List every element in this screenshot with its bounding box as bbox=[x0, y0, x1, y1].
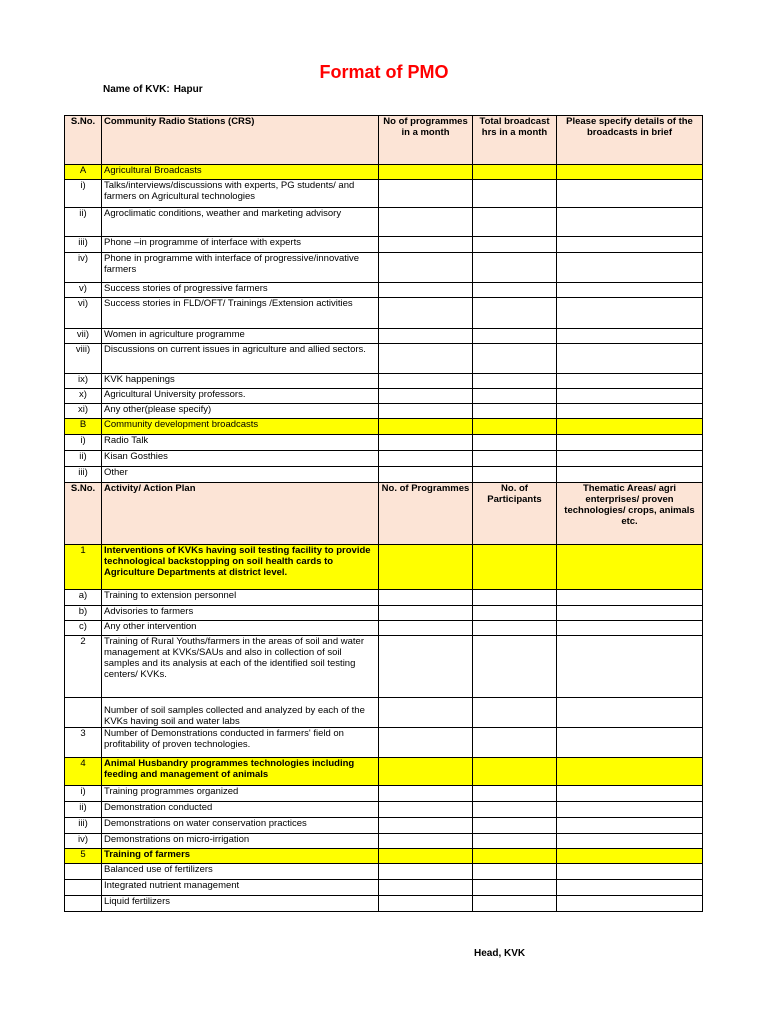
cell[interactable] bbox=[557, 880, 703, 896]
cell[interactable] bbox=[473, 636, 557, 698]
row-sno: iii) bbox=[65, 467, 102, 483]
group-1-label: Interventions of KVKs having soil testing facility to provide technological backstopping on soil health cards to Agriculture Departments at district level. bbox=[102, 545, 379, 590]
cell[interactable] bbox=[379, 298, 473, 329]
row-sno: 2 bbox=[65, 636, 102, 698]
row-text: Kisan Gosthies bbox=[102, 451, 379, 467]
cell[interactable] bbox=[379, 802, 473, 818]
cell[interactable] bbox=[557, 329, 703, 344]
table-row bbox=[65, 435, 703, 451]
row-text: Success stories in FLD/OFT/ Trainings /Extension activities bbox=[102, 298, 379, 329]
cell[interactable] bbox=[557, 896, 703, 912]
group-row-5 bbox=[65, 849, 703, 864]
cell[interactable] bbox=[557, 283, 703, 298]
cell[interactable] bbox=[557, 165, 703, 180]
row-sno: viii) bbox=[65, 344, 102, 374]
kvk-label: Name of KVK: bbox=[103, 84, 170, 95]
cell[interactable] bbox=[473, 802, 557, 818]
header-broadcast-hours: Total broadcast hrs in a month bbox=[473, 116, 557, 165]
table-row bbox=[65, 467, 703, 483]
cell[interactable] bbox=[473, 545, 557, 590]
row-sno: c) bbox=[65, 621, 102, 636]
header-sno: S.No. bbox=[65, 483, 102, 545]
cell[interactable] bbox=[473, 435, 557, 451]
table-row bbox=[65, 802, 703, 818]
group-a-sno: A bbox=[65, 165, 102, 180]
row-text: Agricultural University professors. bbox=[102, 389, 379, 404]
header-activity: Activity/ Action Plan bbox=[102, 483, 379, 545]
row-sno: iii) bbox=[65, 237, 102, 253]
cell[interactable] bbox=[557, 818, 703, 834]
row-sno: vii) bbox=[65, 329, 102, 344]
header-no-participants: No. of Participants bbox=[473, 483, 557, 545]
table-row bbox=[65, 208, 703, 237]
row-text: Any other(please specify) bbox=[102, 404, 379, 419]
cell[interactable] bbox=[379, 344, 473, 374]
cell[interactable] bbox=[557, 728, 703, 758]
table-row bbox=[65, 834, 703, 849]
table-row bbox=[65, 864, 703, 880]
row-text: Training to extension personnel bbox=[102, 590, 379, 606]
cell[interactable] bbox=[379, 165, 473, 180]
table-row bbox=[65, 636, 703, 698]
row-sno: xi) bbox=[65, 404, 102, 419]
cell[interactable] bbox=[379, 283, 473, 298]
cell[interactable] bbox=[379, 180, 473, 208]
table-row bbox=[65, 451, 703, 467]
cell[interactable] bbox=[473, 344, 557, 374]
cell[interactable] bbox=[379, 834, 473, 849]
cell[interactable] bbox=[557, 802, 703, 818]
cell[interactable] bbox=[379, 389, 473, 404]
row-text: Other bbox=[102, 467, 379, 483]
cell[interactable] bbox=[557, 344, 703, 374]
cell[interactable] bbox=[473, 283, 557, 298]
signature-head-kvk: Head, KVK bbox=[474, 948, 526, 959]
cell[interactable] bbox=[379, 329, 473, 344]
table-row bbox=[65, 606, 703, 621]
header-programmes-month: No of programmes in a month bbox=[379, 116, 473, 165]
cell[interactable] bbox=[557, 545, 703, 590]
row-sno: ii) bbox=[65, 451, 102, 467]
row-text: Training programmes organized bbox=[102, 786, 379, 802]
header-thematic-areas: Thematic Areas/ agri enterprises/ proven technologies/ crops, animals etc. bbox=[557, 483, 703, 545]
group-row-a bbox=[65, 165, 703, 180]
document-title: Format of PMO bbox=[319, 62, 449, 82]
row-text: Demonstrations on water conservation practices bbox=[102, 818, 379, 834]
cell[interactable] bbox=[557, 636, 703, 698]
group-b-label: Community development broadcasts bbox=[102, 419, 379, 435]
cell[interactable] bbox=[379, 864, 473, 880]
group-1-sno: 1 bbox=[65, 545, 102, 590]
cell[interactable] bbox=[379, 253, 473, 283]
group-5-label: Training of farmers bbox=[102, 849, 379, 864]
header-broadcast-details: Please specify details of the broadcasts in brief bbox=[557, 116, 703, 165]
row-text: Training of Rural Youths/farmers in the areas of soil and water management at KVKs/SAUs and also in collection of soil samples and its analysis at each of the identified soil testing centers/ KVKs. bbox=[102, 636, 379, 698]
cell[interactable] bbox=[557, 834, 703, 849]
row-sno: i) bbox=[65, 180, 102, 208]
cell[interactable] bbox=[379, 728, 473, 758]
cell[interactable] bbox=[379, 208, 473, 237]
cell[interactable] bbox=[473, 165, 557, 180]
cell[interactable] bbox=[557, 786, 703, 802]
table-row bbox=[65, 237, 703, 253]
row-sno: ix) bbox=[65, 374, 102, 389]
cell[interactable] bbox=[557, 849, 703, 864]
cell[interactable] bbox=[473, 329, 557, 344]
row-text: Demonstrations on micro-irrigation bbox=[102, 834, 379, 849]
cell[interactable] bbox=[557, 298, 703, 329]
header-sno: S.No. bbox=[65, 116, 102, 165]
cell[interactable] bbox=[557, 180, 703, 208]
table-row bbox=[65, 374, 703, 389]
cell[interactable] bbox=[473, 606, 557, 621]
cell[interactable] bbox=[557, 864, 703, 880]
row-sno: ii) bbox=[65, 208, 102, 237]
cell[interactable] bbox=[473, 298, 557, 329]
kvk-name-line bbox=[103, 84, 203, 95]
row-sno: iii) bbox=[65, 818, 102, 834]
cell[interactable] bbox=[379, 786, 473, 802]
cell[interactable] bbox=[557, 435, 703, 451]
row-text: Women in agriculture programme bbox=[102, 329, 379, 344]
row-text: Advisories to farmers bbox=[102, 606, 379, 621]
row-sno: a) bbox=[65, 590, 102, 606]
cell[interactable] bbox=[473, 590, 557, 606]
cell[interactable] bbox=[473, 818, 557, 834]
cell[interactable] bbox=[557, 621, 703, 636]
cell[interactable] bbox=[379, 590, 473, 606]
row-text: Discussions on current issues in agriculture and allied sectors. bbox=[102, 344, 379, 374]
cell[interactable] bbox=[379, 467, 473, 483]
row-text: Number of soil samples collected and analyzed by each of the KVKs having soil and water labs bbox=[102, 698, 379, 728]
row-sno: vi) bbox=[65, 298, 102, 329]
group-5-sno: 5 bbox=[65, 849, 102, 864]
cell[interactable] bbox=[379, 758, 473, 786]
cell[interactable] bbox=[379, 636, 473, 698]
cell[interactable] bbox=[473, 208, 557, 237]
cell[interactable] bbox=[473, 849, 557, 864]
cell[interactable] bbox=[557, 698, 703, 728]
row-text: Liquid fertilizers bbox=[102, 896, 379, 912]
table-row bbox=[65, 896, 703, 912]
row-text: Agroclimatic conditions, weather and marketing advisory bbox=[102, 208, 379, 237]
table-row bbox=[65, 786, 703, 802]
row-sno: i) bbox=[65, 786, 102, 802]
table-row bbox=[65, 253, 703, 283]
cell[interactable] bbox=[557, 451, 703, 467]
group-row-b bbox=[65, 419, 703, 435]
row-sno: b) bbox=[65, 606, 102, 621]
cell[interactable] bbox=[557, 374, 703, 389]
table-row bbox=[65, 698, 703, 728]
row-text: Success stories of progressive farmers bbox=[102, 283, 379, 298]
cell[interactable] bbox=[557, 467, 703, 483]
row-sno: v) bbox=[65, 283, 102, 298]
row-text: Phone –in programme of interface with experts bbox=[102, 237, 379, 253]
cell[interactable] bbox=[473, 374, 557, 389]
cell[interactable] bbox=[473, 758, 557, 786]
header-crs: Community Radio Stations (CRS) bbox=[102, 116, 379, 165]
cell[interactable] bbox=[379, 818, 473, 834]
cell[interactable] bbox=[379, 451, 473, 467]
table-row bbox=[65, 880, 703, 896]
cell[interactable] bbox=[379, 419, 473, 435]
cell[interactable] bbox=[473, 728, 557, 758]
cell[interactable] bbox=[473, 389, 557, 404]
cell[interactable] bbox=[379, 849, 473, 864]
row-sno: iv) bbox=[65, 834, 102, 849]
activity-header-row bbox=[65, 483, 703, 545]
cell[interactable] bbox=[379, 374, 473, 389]
row-sno: i) bbox=[65, 435, 102, 451]
table-row bbox=[65, 590, 703, 606]
row-sno: ii) bbox=[65, 802, 102, 818]
row-sno bbox=[65, 864, 102, 880]
cell[interactable] bbox=[557, 208, 703, 237]
pmo-table bbox=[64, 115, 703, 912]
table-row bbox=[65, 298, 703, 329]
cell[interactable] bbox=[379, 435, 473, 451]
cell[interactable] bbox=[379, 621, 473, 636]
row-text: Integrated nutrient management bbox=[102, 880, 379, 896]
row-sno bbox=[65, 880, 102, 896]
group-row-4 bbox=[65, 758, 703, 786]
cell[interactable] bbox=[557, 237, 703, 253]
table-row bbox=[65, 728, 703, 758]
cell[interactable] bbox=[473, 180, 557, 208]
cell[interactable] bbox=[473, 237, 557, 253]
cell[interactable] bbox=[473, 834, 557, 849]
cell[interactable] bbox=[473, 698, 557, 728]
cell[interactable] bbox=[379, 404, 473, 419]
row-text: Radio Talk bbox=[102, 435, 379, 451]
crs-header-row bbox=[65, 116, 703, 165]
row-text: Balanced use of fertilizers bbox=[102, 864, 379, 880]
cell[interactable] bbox=[557, 758, 703, 786]
row-text: Demonstration conducted bbox=[102, 802, 379, 818]
cell[interactable] bbox=[473, 451, 557, 467]
table-row bbox=[65, 818, 703, 834]
cell[interactable] bbox=[379, 237, 473, 253]
cell[interactable] bbox=[557, 419, 703, 435]
cell[interactable] bbox=[379, 880, 473, 896]
cell[interactable] bbox=[473, 467, 557, 483]
header-no-programmes: No. of Programmes bbox=[379, 483, 473, 545]
group-b-sno: B bbox=[65, 419, 102, 435]
cell[interactable] bbox=[473, 253, 557, 283]
cell[interactable] bbox=[379, 606, 473, 621]
row-sno: 3 bbox=[65, 728, 102, 758]
row-sno: iv) bbox=[65, 253, 102, 283]
row-text: Number of Demonstrations conducted in farmers' field on profitability of proven technologies. bbox=[102, 728, 379, 758]
cell[interactable] bbox=[473, 621, 557, 636]
row-sno: x) bbox=[65, 389, 102, 404]
group-row-1 bbox=[65, 545, 703, 590]
row-text: KVK happenings bbox=[102, 374, 379, 389]
group-4-sno: 4 bbox=[65, 758, 102, 786]
table-row bbox=[65, 621, 703, 636]
cell[interactable] bbox=[473, 404, 557, 419]
table-row bbox=[65, 404, 703, 419]
table-row bbox=[65, 283, 703, 298]
cell[interactable] bbox=[379, 545, 473, 590]
row-sno bbox=[65, 698, 102, 728]
cell[interactable] bbox=[557, 606, 703, 621]
cell[interactable] bbox=[557, 404, 703, 419]
group-a-label: Agricultural Broadcasts bbox=[102, 165, 379, 180]
row-text: Phone in programme with interface of progressive/innovative farmers bbox=[102, 253, 379, 283]
cell[interactable] bbox=[557, 590, 703, 606]
cell[interactable] bbox=[473, 419, 557, 435]
group-4-label: Animal Husbandry programmes technologies including feeding and management of animals bbox=[102, 758, 379, 786]
table-row bbox=[65, 344, 703, 374]
cell[interactable] bbox=[557, 253, 703, 283]
table-row bbox=[65, 329, 703, 344]
row-sno bbox=[65, 896, 102, 912]
cell[interactable] bbox=[379, 896, 473, 912]
kvk-name: Hapur bbox=[173, 84, 203, 95]
table-row bbox=[65, 389, 703, 404]
cell[interactable] bbox=[379, 698, 473, 728]
row-text: Any other intervention bbox=[102, 621, 379, 636]
row-text: Talks/interviews/discussions with experts, PG students/ and farmers on Agricultural technologies bbox=[102, 180, 379, 208]
cell[interactable] bbox=[473, 864, 557, 880]
cell[interactable] bbox=[557, 389, 703, 404]
cell[interactable] bbox=[473, 786, 557, 802]
table-row bbox=[65, 180, 703, 208]
cell[interactable] bbox=[473, 896, 557, 912]
cell[interactable] bbox=[473, 880, 557, 896]
